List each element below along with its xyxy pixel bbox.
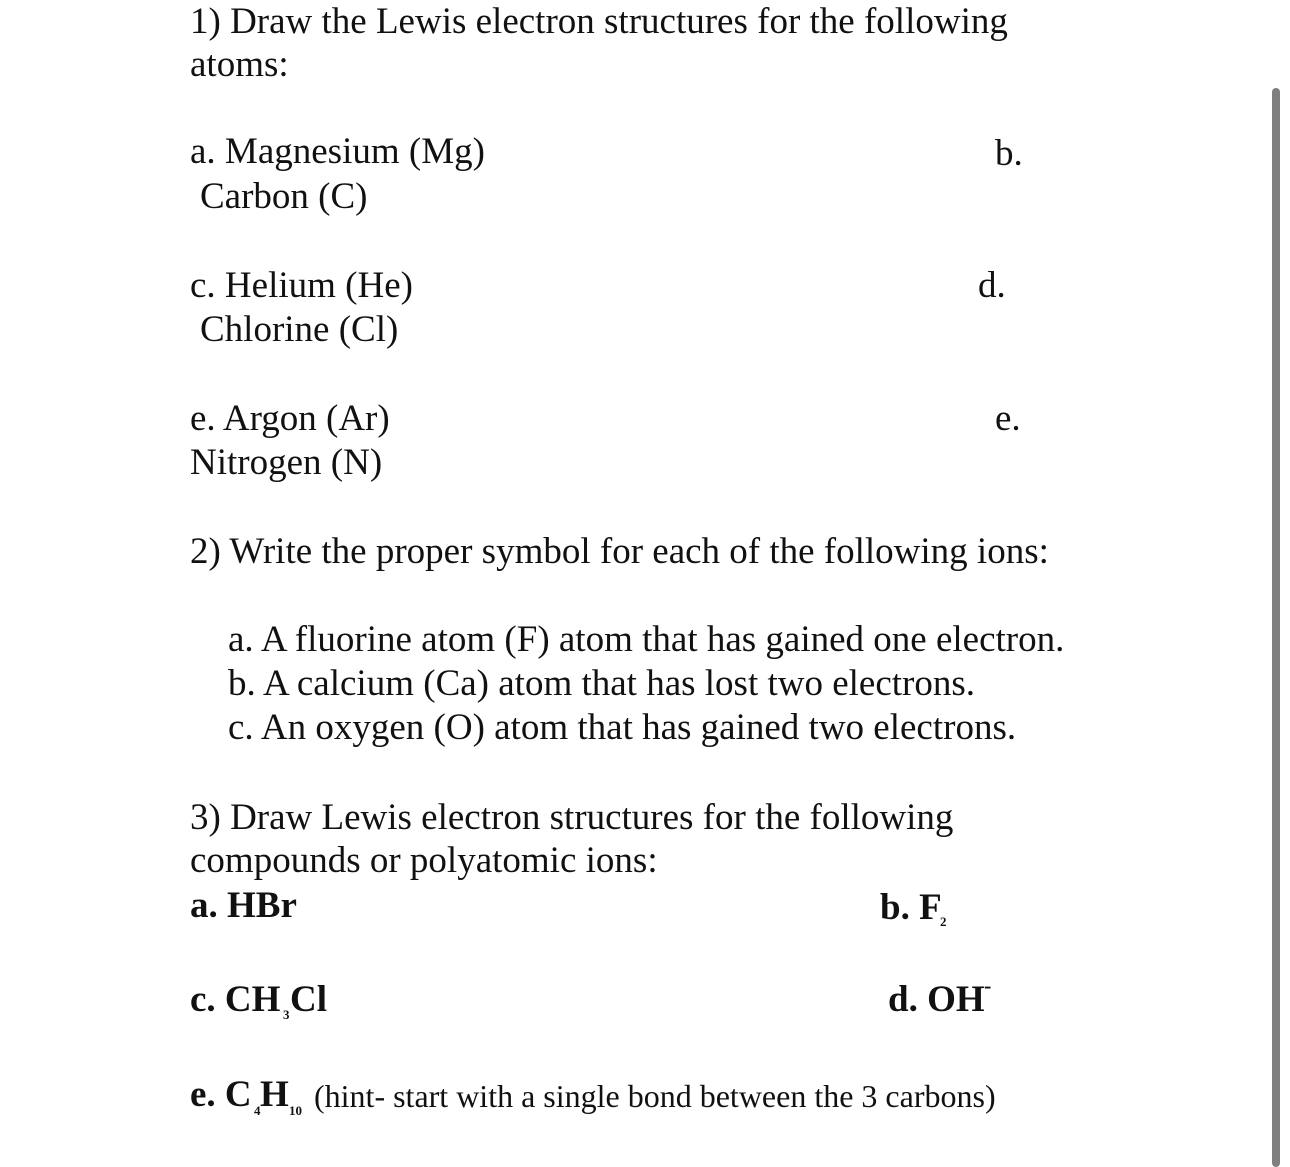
q1-item-c: c. Helium (He) (190, 265, 413, 306)
q2-item-b: b. A calcium (Ca) atom that has lost two electrons. (228, 663, 976, 704)
q3-item-d-main: d. OH (888, 979, 985, 1020)
q2-item-a: a. A fluorine atom (F) atom that has gained one electron. (228, 619, 1065, 660)
q3-item-c-pre: c. CH (190, 979, 281, 1020)
q1-item-b-text: Carbon (C) (200, 176, 368, 217)
q1-item-e2-label: e. (995, 398, 1021, 439)
q3-item-b-main: b. F (880, 887, 942, 928)
q3-item-b-subscript: 2 (940, 914, 947, 929)
q2-item-c: c. An oxygen (O) atom that has gained two electrons. (228, 707, 1017, 748)
q1-item-d-label: d. (978, 265, 1006, 306)
q1-item-b-label: b. (995, 133, 1023, 174)
q3-title-line1: 3) Draw Lewis electron structures for the following (190, 797, 954, 838)
q3-item-e-mid: H (260, 1074, 289, 1115)
q1-title-line1: 1) Draw the Lewis electron structures for the following (190, 1, 1008, 42)
q1-item-d-text: Chlorine (Cl) (200, 309, 399, 350)
q3-title-line2: compounds or polyatomic ions: (190, 840, 658, 881)
q3-item-c-subscript: 3 (283, 1007, 290, 1022)
q3-item-e-subscript2: 10 (289, 1103, 302, 1118)
q3-item-e-subscript1: 4 (254, 1103, 261, 1118)
q3-item-d-superscript: - (984, 973, 992, 998)
q3-item-e-pre: e. C (190, 1074, 252, 1115)
q1-item-a: a. Magnesium (Mg) (190, 131, 485, 172)
q1-item-e2-text: Nitrogen (N) (190, 442, 383, 483)
q3-item-c-post: Cl (290, 979, 327, 1020)
q1-item-e: e. Argon (Ar) (190, 398, 390, 439)
vertical-scrollbar[interactable] (1272, 88, 1280, 1167)
q3-item-a-hbr: a. HBr (190, 885, 297, 926)
q3-item-e-hint: (hint- start with a single bond between the 3 carbons) (314, 1078, 996, 1114)
q2-title: 2) Write the proper symbol for each of the following ions: (190, 531, 1049, 572)
q1-title-line2: atoms: (190, 44, 289, 85)
